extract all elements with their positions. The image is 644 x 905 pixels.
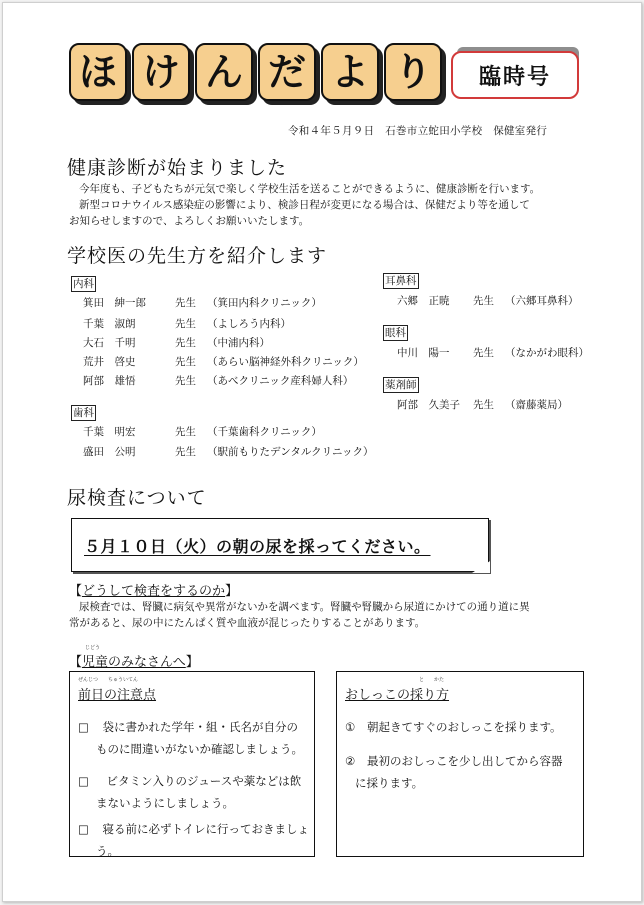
doctor-row	[397, 397, 568, 412]
doctor-row	[83, 373, 353, 388]
masthead-char: よ	[321, 43, 379, 101]
doctor-name: 箕田 紳一郎	[83, 297, 146, 309]
checkbox-mark: □	[78, 774, 89, 788]
doctor-clinic: （齋藤薬局）	[505, 399, 568, 411]
kids-heading-text: 児童のみなさんへ	[82, 655, 186, 670]
doctor-title: 先生	[473, 295, 494, 307]
why-body	[69, 599, 589, 631]
doctor-clinic: （あべクリニック産科婦人科）	[207, 375, 354, 387]
doctor-clinic: （六郷耳鼻科）	[505, 295, 579, 307]
dept-label: 耳鼻科	[385, 275, 417, 287]
doctor-title: 先生	[473, 347, 494, 359]
doctor-clinic: （中浦内科）	[207, 337, 270, 349]
why-heading-text: どうして検査をするのか	[82, 584, 226, 599]
doctor-clinic: （駅前もりたデンタルクリニック）	[207, 446, 374, 458]
doctor-name: 千葉 淑朗	[83, 318, 136, 330]
body-line: 新型コロナウイルス感染症の影響により、検診日程が変更になる場合は、保健だより等を通して	[79, 199, 530, 211]
item-line: ものに間違いがないか確認しましょう。	[96, 742, 303, 756]
doctor-title: 先生	[175, 375, 196, 387]
checkbox-mark: □	[78, 822, 89, 836]
box-title-ruby: と かた	[419, 677, 445, 683]
item-line: ビタミン入りのジュースや薬などは飲	[106, 774, 302, 788]
newsletter-page	[2, 2, 642, 902]
item-line: 朝起きてすぐのおしっこを採ります。	[366, 720, 562, 734]
dept-label: 眼科	[385, 327, 406, 339]
doctor-clinic: （箕田内科クリニック）	[207, 297, 322, 309]
urine-heading: 尿検査について	[67, 487, 207, 509]
dept-label: 歯科	[73, 407, 94, 419]
doctor-row	[83, 444, 374, 459]
masthead-char: け	[132, 43, 190, 101]
doctor-clinic: （千葉歯科クリニック）	[207, 426, 322, 438]
masthead-char: だ	[258, 43, 316, 101]
item-line: 最初のおしっこを少し出してから容器	[366, 754, 563, 768]
kids-heading-ruby: じどう	[85, 645, 101, 651]
doctor-name: 大石 千明	[83, 337, 136, 349]
special-issue-badge	[451, 47, 579, 99]
health-check-body	[69, 181, 589, 229]
step-number: ②	[345, 754, 356, 768]
body-line: 今年度も、子どもたちが元気で楽しく学校生活を送ることができるように、健康診断を行います。	[79, 183, 541, 195]
doctor-title: 先生	[175, 318, 196, 330]
step-item	[345, 750, 562, 794]
doctor-row	[83, 424, 322, 439]
masthead-char: り	[384, 43, 442, 101]
checkbox-mark: □	[78, 720, 89, 734]
day-before-title: 前日の注意点	[78, 688, 157, 703]
doctor-clinic: （あらい脳神経外科クリニック）	[207, 356, 364, 368]
step-item	[345, 716, 562, 738]
doctor-clinic: （なかがわ眼科）	[505, 347, 589, 359]
body-line: お知らせしますので、よろしくお願いいたします。	[69, 215, 310, 227]
doctor-title: 先生	[175, 426, 196, 438]
item-line: 袋に書かれた学年・組・氏名が自分の	[102, 720, 299, 734]
box-title-ruby: ぜんじつ ちゅういてん	[78, 677, 139, 683]
issue-line: 令和４年５月９日 石巻市立蛇田小学校 保健室発行	[288, 125, 548, 137]
masthead-char: ん	[195, 43, 253, 101]
collection-method-title: おしっこの採り方	[345, 688, 450, 703]
page-fold-corner	[472, 561, 490, 573]
health-check-heading: 健康診断が始まりました	[67, 157, 288, 179]
doctor-name: 盛田 公明	[83, 446, 136, 458]
step-number: ①	[345, 720, 356, 734]
checklist-item	[78, 716, 303, 760]
body-line: 尿検査では、腎臓に病気や異常がないかを調べます。腎臓や腎臓から尿道にかけての通り道に異	[79, 601, 530, 613]
masthead-title	[69, 43, 447, 101]
doctor-title: 先生	[175, 356, 196, 368]
urine-date-callout	[71, 518, 489, 572]
checklist-item	[78, 818, 309, 862]
callout-text: ５月１０日（火）の朝の尿を採ってください。	[84, 537, 431, 556]
item-line: う。	[96, 844, 119, 858]
doctor-row	[83, 316, 291, 331]
dept-label: 内科	[73, 278, 94, 290]
item-line: に採ります。	[355, 776, 424, 790]
doctor-title: 先生	[473, 399, 494, 411]
doctor-row	[397, 293, 579, 308]
masthead-char: ほ	[69, 43, 127, 101]
doctor-row	[83, 295, 322, 310]
collection-method-box	[336, 671, 584, 857]
doctor-name: 千葉 明宏	[83, 426, 136, 438]
doctor-row	[83, 354, 364, 369]
doctor-name: 荒井 啓史	[83, 356, 136, 368]
doctor-clinic: （よしろう内科）	[207, 318, 291, 330]
doctor-title: 先生	[175, 337, 196, 349]
kids-heading: 【児童のみなさんへ】	[69, 655, 199, 670]
doctor-name: 中川 陽一	[397, 347, 450, 359]
body-line: 常があると、尿の中にたんぱく質や血液が混じったりすることがあります。	[69, 617, 426, 629]
why-heading: 【どうして検査をするのか】	[69, 584, 239, 599]
item-line: 寝る前に必ずトイレに行っておきましょ	[102, 822, 309, 836]
doctor-row	[397, 345, 589, 360]
item-line: まないようにしましょう。	[96, 796, 234, 810]
day-before-box	[69, 671, 315, 857]
doctor-title: 先生	[175, 297, 196, 309]
checklist-item	[78, 770, 301, 814]
dept-label: 薬剤師	[385, 379, 417, 391]
doctor-row	[83, 335, 270, 350]
doctors-heading: 学校医の先生方を紹介します	[67, 245, 328, 267]
doctor-title: 先生	[175, 446, 196, 458]
special-issue-label: 臨時号	[451, 51, 579, 99]
doctor-name: 阿部 久美子	[397, 399, 460, 411]
doctor-name: 阿部 雄悟	[83, 375, 136, 387]
doctor-name: 六郷 正暁	[397, 295, 450, 307]
